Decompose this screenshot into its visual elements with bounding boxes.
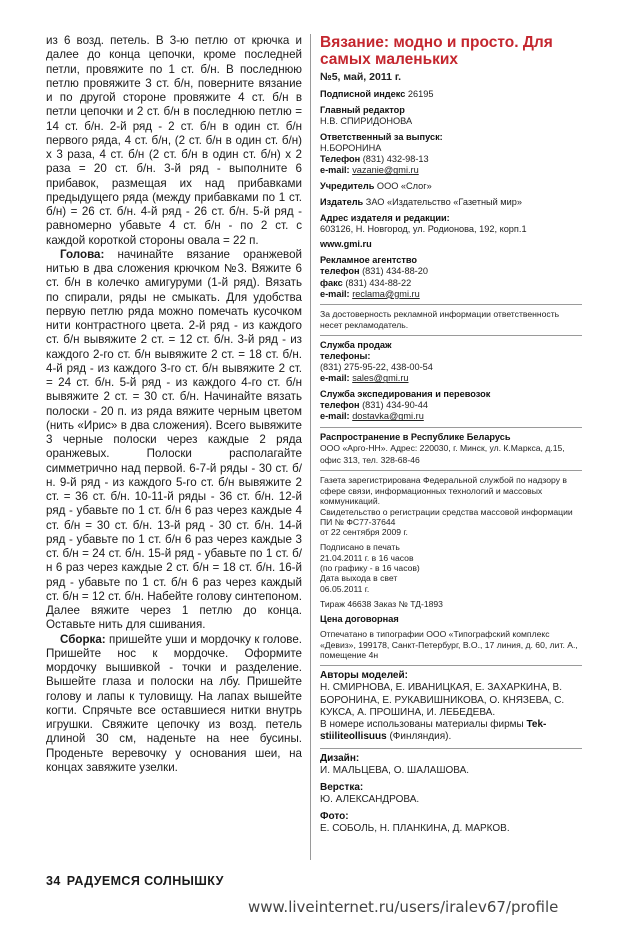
authors: Авторы моделей: Н. СМИРНОВА, Е. ИВАНИЦКАЯ, Е. ЗАХАРКИНА, В. БОРОНИНА, Е. РУКАВИШНИКОВА, О. КНЯЗЕВА, С. КУКСА, А. ПРОШИНА, И. ЛЕБЕДЕВА. В номере использованы материалы фирмы Tek-stiiliteollisuus (Финляндия). xyxy=(320,670,565,743)
divider xyxy=(320,304,582,305)
price: Цена договорная xyxy=(320,613,399,624)
founder: Учредитель ООО «Слог» xyxy=(320,181,432,192)
head-heading: Голова: xyxy=(60,247,105,261)
magazine-title: Вязание: модно и просто. Для самых маленьких xyxy=(320,34,553,68)
email-link[interactable]: vazanie@gmi.ru xyxy=(352,165,419,176)
subscription-index: Подписной индекс 26195 xyxy=(320,89,434,100)
column-divider xyxy=(310,34,311,860)
ad-agency: Рекламное агентство телефон (831) 434-88-20 факс (831) 434-88-22 e-mail: reclama@gmi.ru xyxy=(320,255,428,299)
divider xyxy=(320,470,582,471)
assembly-section xyxy=(46,633,302,776)
watermark-url: www.liveinternet.ru/users/iralev67/profile xyxy=(248,898,559,916)
layout: Верстка: Ю. АЛЕКСАНДРОВА. xyxy=(320,781,420,805)
photo: Фото: Е. СОБОЛЬ, Н. ПЛАНКИНА, Д. МАРКОВ. xyxy=(320,810,510,834)
responsible: Ответственный за выпуск: Н.БОРОНИНА Телефон (831) 432-98-13 e-mail: vazanie@gmi.ru xyxy=(320,131,443,176)
ad-note: За достоверность рекламной информации ответственность несет рекламодатель. xyxy=(320,309,560,330)
section-title: РАДУЕМСЯ СОЛНЫШКУ xyxy=(66,874,224,888)
printing-house: Отпечатано в типографии ООО «Типографский комплекс «Девиз», 199178, Санкт-Петербург, В.О., 17 линия, д. 60, лит. А., помещение 4н xyxy=(320,629,578,661)
publisher: Издатель ЗАО «Издательство «Газетный мир» xyxy=(320,196,522,207)
assembly-heading: Сборка: xyxy=(60,632,106,646)
page-footer xyxy=(46,874,224,888)
website[interactable]: www.gmi.ru xyxy=(320,239,372,250)
divider xyxy=(320,665,582,666)
print-dates: Подписано в печать 21.04.2011 г. в 16 часов (по графику - в 16 часов) Дата выхода в свет 06.05.2011 г. xyxy=(320,542,420,594)
ad-email-link[interactable]: reclama@gmi.ru xyxy=(352,288,420,299)
instructions-column xyxy=(46,34,302,775)
assembly-text: пришейте уши и мордочку к голове. Пришейте нос к мордочке. Оформите мордочку вышивкой - точки и разделение. Вышейте глаза и полоски на лбу. Пришейте голову и лапы к туловищу. На лапах вышейте когти. Спрячьте все оставшиеся нитки внутрь игрушки. Свяжите цепочку из возд. петель длиной 30 см, наденьте на нее бусины. Проденьте веревочку у основания шеи, на концах завяжите узелки. xyxy=(46,632,302,774)
editor: Главный редактор Н.В. СПИРИДОНОВА xyxy=(320,104,413,127)
issue-number: №5, май, 2011 г. xyxy=(320,71,402,83)
sales-email-link[interactable]: sales@gmi.ru xyxy=(352,373,409,384)
head-section xyxy=(46,248,302,633)
address: Адрес издателя и редакции: 603126, Н. Новгород, ул. Родионова, 192, корп.1 xyxy=(320,212,527,234)
registration: Газета зарегистрирована Федеральной службой по надзору в сфере связи, информационных технологий и массовых коммуникаций. Свидетельство о регистрации средства массовой информации ПИ № ФС77-37644 от 22 сентября 2009 г. xyxy=(320,475,573,538)
divider xyxy=(320,335,582,336)
divider xyxy=(320,748,582,749)
head-text: начинайте вязание оранжевой нитью в два сложения крючком №3. Вяжите 6 ст. б/н в колечко амигуруми (1-й ряд). Вязать по спирали, ряды не смыкать. Для удобства первую петлю ряда можно помечать кусочком нити контрастного цвета. 2-й ряд - из каждого ст. б/н вывяжите 2 ст. = 12 ст. б/н. 3-й ряд - из каждого 2-го ст. б/н вывяжите 2 ст. = 18 ст. б/н. 4-й ряд - из каждого 3-го ст. б/н вывяжите 2 ст. = 24 ст. б/н. 5-й ряд - из каждого 4-го ст. б/н вывяжите 2 ст. = 30 ст. б/н. Начинайте вязать полоски - 20 п. из ряда вяжите черным цветом (нить «Ирис» в два сложения). Всего вывяжите 3 черные полоски через каждые 2 ряда оранжевых. Полоски располагайте симметрично над первой. 6-7-й ряды - 30 ст. б/н. 9-й ряд - из каждого 5-го ст. б/н вывяжите 2 ст. = 36 ст. б/н. 10-11-й ряды - 36 ст. б/н. 12-й ряд - убавьте по 1 ст. б/н 6 раз через каждые 4 ст. б/н = 30 ст. б/н. 13-й ряд - 30 ст. б/н. 14-й ряд - убавьте по 1 ст. б/н 6 раз через каждые 3 ст. б/н = 24 ст. б/н. 15-й ряд - убавьте по 1 ст. б/н 6 раз через каждые 2 ст. б/н = 18 ст. б/н. 16-й ряд - убавьте по 1 ст. б/н 6 раз через каждый ст. б/н = 12 ст. б/н. Набейте голову синтепоном. Далее вяжите через 1 петлю до конца. Оставьте нить для сшивания. xyxy=(46,247,302,632)
circulation: Тираж 46638 Заказ № ТД-1893 xyxy=(320,598,443,609)
belarus: Распространение в Республике Беларусь ООО «Арго-НН». Адрес: 220030, г. Минск, ул. К.Маркса, д.15, офис 313, тел. 328-68-46 xyxy=(320,432,565,465)
page-number: 34 xyxy=(46,874,61,888)
divider xyxy=(320,427,582,428)
delivery: Служба экспедирования и перевозок телефон (831) 434-90-44 e-mail: dostavka@gmi.ru xyxy=(320,389,491,422)
design: Дизайн: И. МАЛЬЦЕВА, О. ШАЛАШОВА. xyxy=(320,752,470,777)
body-text-intro: из 6 возд. петель. В 3-ю петлю от крючка и далее до конца цепочки, кроме последней петли, провяжите по 1 ст. б/н. В последнюю петлю провяжите 3 ст. б/н, поверните вязание и по другой стороне провяжите 4 ст. б/н в петли цепочки и 2 ст. б/н в последнюю петлю = 14 ст. б/н. 2-й ряд - 2 ст. б/н в один ст. б/н первого ряда, 4 ст. б/н, (2 ст. б/н в один ст. б/н) х 3 раза, 4 ст. б/н (2 ст. б/н в один ст. б/н) х 2 раза = 20 ст. б/н. 3-й ряд - выполните 6 прибавок, размещая их над прибавками предыдущего ряда (между прибавками по 1 ст. б/н) = 26 ст. б/н. 4-й ряд - 26 ст. б/н. 5-й ряд - равномерно убавьте 4 ст. б/н - по 2 ст. с каждой короткой стороны овала = 22 п. xyxy=(46,34,302,247)
sales: Служба продаж телефоны: (831) 275-95-22, 438-00-54 e-mail: sales@gmi.ru xyxy=(320,339,433,384)
delivery-email-link[interactable]: dostavka@gmi.ru xyxy=(352,411,424,422)
imprint-column xyxy=(320,34,582,840)
